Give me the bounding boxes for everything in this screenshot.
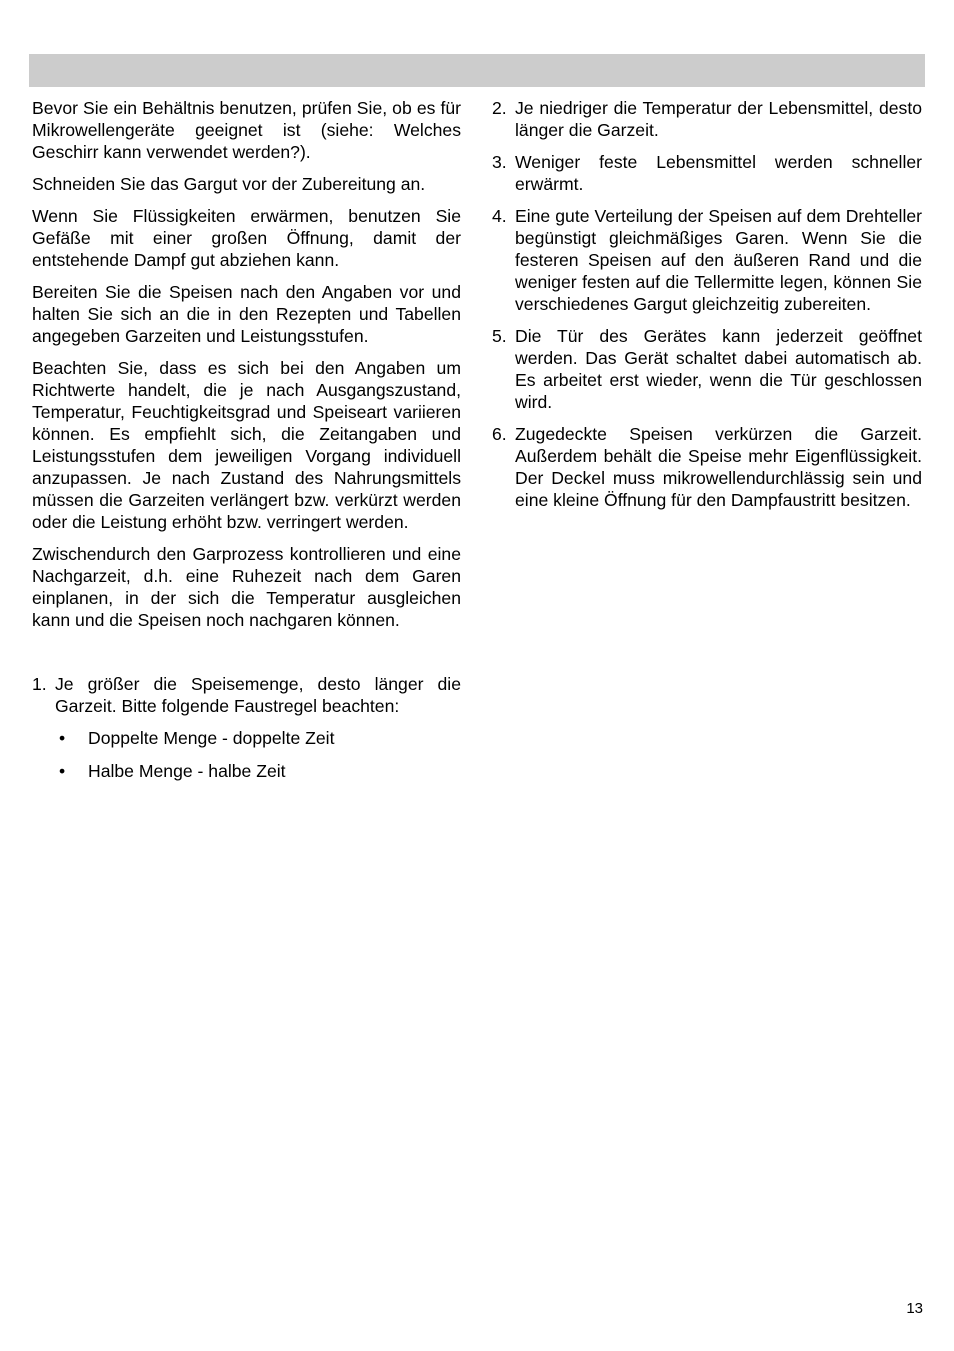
paragraph: Bevor Sie ein Behältnis benutzen, prüfen Sie, ob es für Mikrowellengeräte geeignet ist (siehe: Welches Geschirr kann verwendet werden?). [32,98,461,162]
paragraph: Wenn Sie Flüssigkeiten erwärmen, benutzen Sie Gefäße mit einer großen Öffnung, damit der entstehende Dampf gut abziehen kann. [32,206,461,270]
list-number: 2. [492,98,507,118]
bullet-icon: • [59,761,66,781]
right-column [492,97,922,521]
list-number: 3. [492,152,507,172]
paragraph: Bereiten Sie die Speisen nach den Angaben vor und halten Sie sich an die in den Rezepten und Tabellen angegeben Garzeiten und Leistungsstufen. [32,282,461,346]
list-text: Die Tür des Gerätes kann jederzeit geöffnet werden. Das Gerät schaltet dabei automatisch ab. Es arbeitet erst wieder, wenn die Tür geschlossen wird. [515,326,922,412]
left-column [32,97,461,793]
bullet-text: Doppelte Menge - doppelte Zeit [88,728,335,748]
list-item [32,673,461,717]
bullet-list [32,727,461,782]
list-item [492,325,922,413]
bullet-icon: • [59,728,66,748]
list-text: Zugedeckte Speisen verkürzen die Garzeit. Außerdem behält die Speise mehr Eigenflüssigkeit. Der Deckel muss mikrowellendurchlässig sein und eine kleine Öffnung für den Dampfaustritt besitzen. [515,424,922,510]
numbered-list [32,673,461,782]
paragraph: Beachten Sie, dass es sich bei den Angaben um Richtwerte handelt, die je nach Ausgangszustand, Temperatur, Feuchtigkeitsgrad und Speiseart variieren können. Es empfiehlt sich, die Zeitangaben und Leistungsstufen dem jeweiligen Vorgang individuell anzupassen. Je nach Zustand des Nahrungsmittels müssen die Garzeiten verlängert bzw. verkürzt werden oder die Leistung erhöht bzw. verringert werden. [32,358,461,532]
bullet-text: Halbe Menge - halbe Zeit [88,761,286,781]
section-header-bar [29,54,925,87]
list-text: Weniger feste Lebensmittel werden schneller erwärmt. [515,152,922,194]
list-text: Je größer die Speisemenge, desto länger die Garzeit. Bitte folgende Faustregel beachten: [55,674,461,716]
page-number: 13 [906,1300,923,1317]
list-item [492,205,922,315]
list-number: 6. [492,424,507,444]
paragraph: Zwischendurch den Garprozess kontrollieren und eine Nachgarzeit, d.h. eine Ruhezeit nach dem Garen einplanen, in der sich die Temperatur ausgleichen kann und die Speisen noch nachgaren können. [32,544,461,630]
paragraph: Schneiden Sie das Gargut vor der Zubereitung an. [32,174,426,194]
list-number: 4. [492,206,507,226]
list-text: Je niedriger die Temperatur der Lebensmittel, desto länger die Garzeit. [515,98,922,140]
list-text: Eine gute Verteilung der Speisen auf dem Drehteller begünstigt gleichmäßiges Garen. Wenn Sie die festeren Speisen auf den äußeren Rand und die weniger festen auf die Tellermitte legen, können Sie verschiedenes Gargut gleichzeitig zubereiten. [515,206,922,314]
list-item [492,423,922,511]
list-item [492,151,922,195]
bullet-item [32,727,461,749]
list-item [492,97,922,141]
list-number: 5. [492,326,507,346]
list-number: 1. [32,674,47,694]
bullet-item [32,760,461,782]
